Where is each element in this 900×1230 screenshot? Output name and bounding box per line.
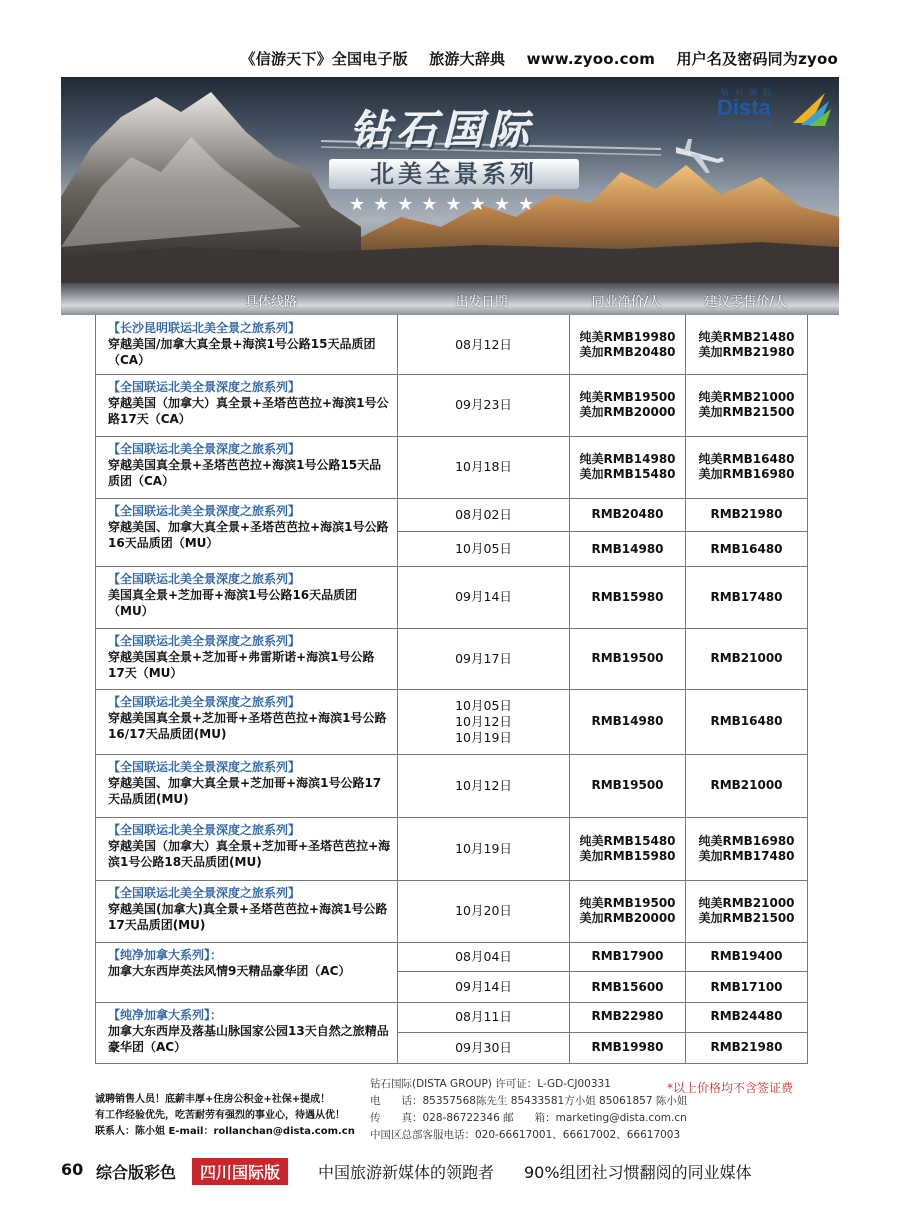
net-price: RMB19500	[591, 778, 664, 792]
series-title: 【全国联运北美全景深度之旅系列】	[108, 886, 301, 900]
header-retail-price: 建议零售价/人	[704, 295, 787, 310]
route-cell	[96, 566, 398, 628]
banner	[61, 77, 839, 283]
departure-date: 08月12日	[455, 336, 512, 352]
route-description: 穿越美国真全景+圣塔芭芭拉+海滨1号公路15天品质团（CA）	[108, 458, 382, 488]
table-row	[96, 817, 807, 881]
series-title: 【全国联运北美全景深度之旅系列】	[108, 572, 301, 586]
departure-date: 09月17日	[455, 650, 512, 666]
banner-series-label: 北美全景系列	[329, 159, 579, 189]
departure-date: 09月23日	[455, 397, 512, 412]
retail-price: RMB21980	[710, 1040, 783, 1055]
edition-badge: 四川国际版	[192, 1158, 288, 1185]
net-price: RMB20480	[591, 507, 664, 521]
page-footer	[0, 1158, 900, 1186]
table-row	[96, 754, 807, 818]
table-row	[96, 566, 807, 629]
retail-price: 纯美RMB21480 美加RMB21980	[698, 329, 795, 359]
route-cell	[96, 436, 398, 498]
retail-price: RMB21000	[710, 778, 783, 792]
slogan-2: 90%组团社习惯翻阅的同业媒体	[524, 1163, 752, 1182]
retail-price: RMB19400	[710, 949, 783, 963]
departure-date: 10月20日	[455, 903, 512, 918]
series-title: 【全国联运北美全景深度之旅系列】	[108, 504, 301, 518]
website-link[interactable]: www.zyoo.com	[526, 50, 656, 68]
table-row	[96, 880, 807, 943]
retail-price: RMB17480	[710, 589, 783, 604]
dictionary-label: 旅游大辞典	[429, 50, 506, 68]
retail-price: RMB24480	[710, 1009, 783, 1024]
departure-date: 09月30日	[455, 1039, 512, 1055]
route-description: 加拿大东西岸及落基山脉国家公园13天自然之旅精品豪华团（AC）	[108, 1024, 389, 1054]
departure-date: 08月02日	[455, 506, 512, 522]
visa-note: *以上价格均不含签证费	[667, 1081, 794, 1095]
table-row	[96, 436, 807, 499]
route-cell	[96, 942, 398, 1002]
route-description: 穿越美国（加拿大）真全景+芝加哥+圣塔芭芭拉+海滨1号公路18天品质团(MU)	[108, 839, 391, 869]
series-title: 【全国联运北美全景深度之旅系列】	[108, 442, 301, 456]
route-cell	[96, 817, 398, 880]
route-cell	[96, 628, 398, 689]
recruit-info	[95, 1092, 355, 1140]
route-description: 穿越美国(加拿大)真全景+圣塔芭芭拉+海滨1号公路17天品质团(MU)	[108, 902, 388, 932]
route-description: 穿越美国（加拿大）真全景+圣塔芭芭拉+海滨1号公路17天（CA）	[108, 396, 389, 426]
route-description: 穿越美国真全景+芝加哥+圣塔芭芭拉+海滨1号公路16/17天品质团(MU)	[108, 711, 387, 741]
net-price: RMB19980	[591, 1040, 664, 1055]
series-title: 【长沙昆明联运北美全景之旅系列】	[108, 321, 301, 335]
retail-price: RMB16480	[710, 714, 783, 728]
departure-date: 09月14日	[455, 979, 512, 994]
retail-price: 纯美RMB21000 美加RMB21500	[698, 896, 795, 925]
net-price: 纯美RMB15480 美加RMB15980	[579, 833, 676, 863]
route-cell	[96, 498, 398, 566]
route-cell	[96, 689, 398, 754]
net-price: RMB19500	[591, 651, 664, 665]
route-cell	[96, 880, 398, 942]
retail-price: RMB16480	[710, 541, 783, 556]
route-cell	[96, 754, 398, 817]
company-license: 钻石国际(DISTA GROUP) 许可证：L-GD-CJ00331	[370, 1078, 611, 1090]
table-header	[61, 283, 839, 315]
table-row	[96, 628, 807, 690]
header-date: 出发日期	[455, 295, 508, 310]
logo-swoosh-icon	[791, 91, 831, 127]
departure-date: 10月05日	[455, 541, 512, 556]
route-description: 穿越美国真全景+芝加哥+弗雷斯诺+海滨1号公路17天（MU）	[108, 650, 375, 680]
route-description: 穿越美国、加拿大真全景+圣塔芭芭拉+海滨1号公路16天品质团（MU）	[108, 520, 389, 550]
departure-date: 08月11日	[455, 1008, 512, 1024]
retail-price: 纯美RMB16480 美加RMB16980	[698, 452, 795, 481]
net-price: RMB15600	[591, 979, 664, 994]
net-price: 纯美RMB19500 美加RMB20000	[579, 896, 676, 925]
series-title: 【全国联运北美全景深度之旅系列】	[108, 380, 301, 394]
net-price: RMB22980	[591, 1009, 664, 1024]
departure-date: 10月19日	[455, 840, 512, 856]
hq-phone: 中国区总部客服电话：020-66617001、66617002、66617003	[370, 1129, 681, 1141]
route-description: 加拿大东西岸英法风情9天精品豪华团（AC）	[108, 964, 351, 978]
route-description: 美国真全景+芝加哥+海滨1号公路16天品质团（MU）	[108, 588, 358, 618]
retail-price: 纯美RMB16980 美加RMB17480	[698, 833, 795, 863]
table-row	[96, 942, 807, 1003]
dista-logo: 钻石国际 Dista DISTA GROUP	[713, 85, 831, 129]
section-label: 综合版彩色	[96, 1163, 177, 1182]
recruit-line-1: 诚聘销售人员！底薪丰厚+住房公积金+社保+提成！	[95, 1094, 331, 1105]
departure-date: 08月04日	[455, 948, 512, 964]
departure-date: 10月12日	[455, 777, 512, 793]
departure-date: 10月05日 10月12日 10月19日	[455, 697, 512, 745]
net-price: RMB17900	[591, 949, 664, 963]
contact-info	[370, 1076, 687, 1144]
retail-price: RMB21980	[710, 507, 783, 521]
magazine-name: 《信游天下》全国电子版	[240, 50, 408, 68]
top-header	[0, 48, 900, 74]
table-row	[96, 498, 807, 567]
departure-date: 09月14日	[455, 589, 512, 604]
table-row	[96, 315, 807, 375]
series-title: 【全国联运北美全景深度之旅系列】	[108, 634, 301, 648]
page-number: 60	[61, 1160, 84, 1179]
series-title: 【全国联运北美全景深度之旅系列】	[108, 823, 301, 837]
header-route: 具体线路	[244, 295, 297, 310]
net-price: RMB15980	[591, 589, 664, 604]
recruit-contact: 联系人：陈小姐 E-mail：rollanchan@dista.com.cn	[95, 1126, 355, 1137]
slogan-1: 中国旅游新媒体的领跑者	[318, 1163, 495, 1182]
series-title: 【纯净加拿大系列】：	[108, 1008, 223, 1022]
table-row	[96, 374, 807, 437]
login-hint: 用户名及密码同为zyoo	[676, 50, 838, 68]
retail-price: 纯美RMB21000 美加RMB21500	[698, 390, 795, 419]
phone-numbers: 电 话：85357568陈先生 85433581方小姐 85061857 陈小姐	[370, 1095, 688, 1107]
recruit-line-2: 有工作经验优先，吃苦耐劳有强烈的事业心，待遇从优！	[95, 1110, 345, 1121]
net-price: RMB14980	[591, 714, 664, 728]
retail-price: RMB17100	[710, 979, 783, 994]
route-cell	[96, 374, 398, 436]
net-price: RMB14980	[591, 541, 664, 556]
departure-date: 10月18日	[455, 459, 512, 474]
route-cell	[96, 315, 398, 374]
series-title: 【纯净加拿大系列】：	[108, 948, 223, 962]
retail-price: RMB21000	[710, 651, 783, 665]
net-price: 纯美RMB19980 美加RMB20480	[579, 329, 676, 359]
route-description: 穿越美国/加拿大真全景+海滨1号公路15天品质团（CA）	[108, 337, 376, 367]
fax-email: 传 真：028-86722346 邮 箱：marketing@dista.com.cn	[370, 1112, 687, 1124]
price-table	[95, 315, 808, 1064]
series-title: 【全国联运北美全景深度之旅系列】	[108, 760, 301, 774]
table-row	[96, 689, 807, 755]
route-description: 穿越美国、加拿大真全景+芝加哥+海滨1号公路17天品质团(MU)	[108, 776, 382, 806]
net-price: 纯美RMB14980 美加RMB15480	[579, 452, 676, 481]
net-price: 纯美RMB19500 美加RMB20000	[579, 390, 676, 419]
banner-title: 钻石国际	[351, 108, 535, 154]
series-title: 【全国联运北美全景深度之旅系列】	[108, 695, 301, 709]
route-cell	[96, 1002, 398, 1063]
table-row	[96, 1002, 807, 1063]
header-net-price: 同业净价/人	[591, 295, 662, 310]
rating-stars: ★★★★★★★★	[349, 194, 543, 215]
